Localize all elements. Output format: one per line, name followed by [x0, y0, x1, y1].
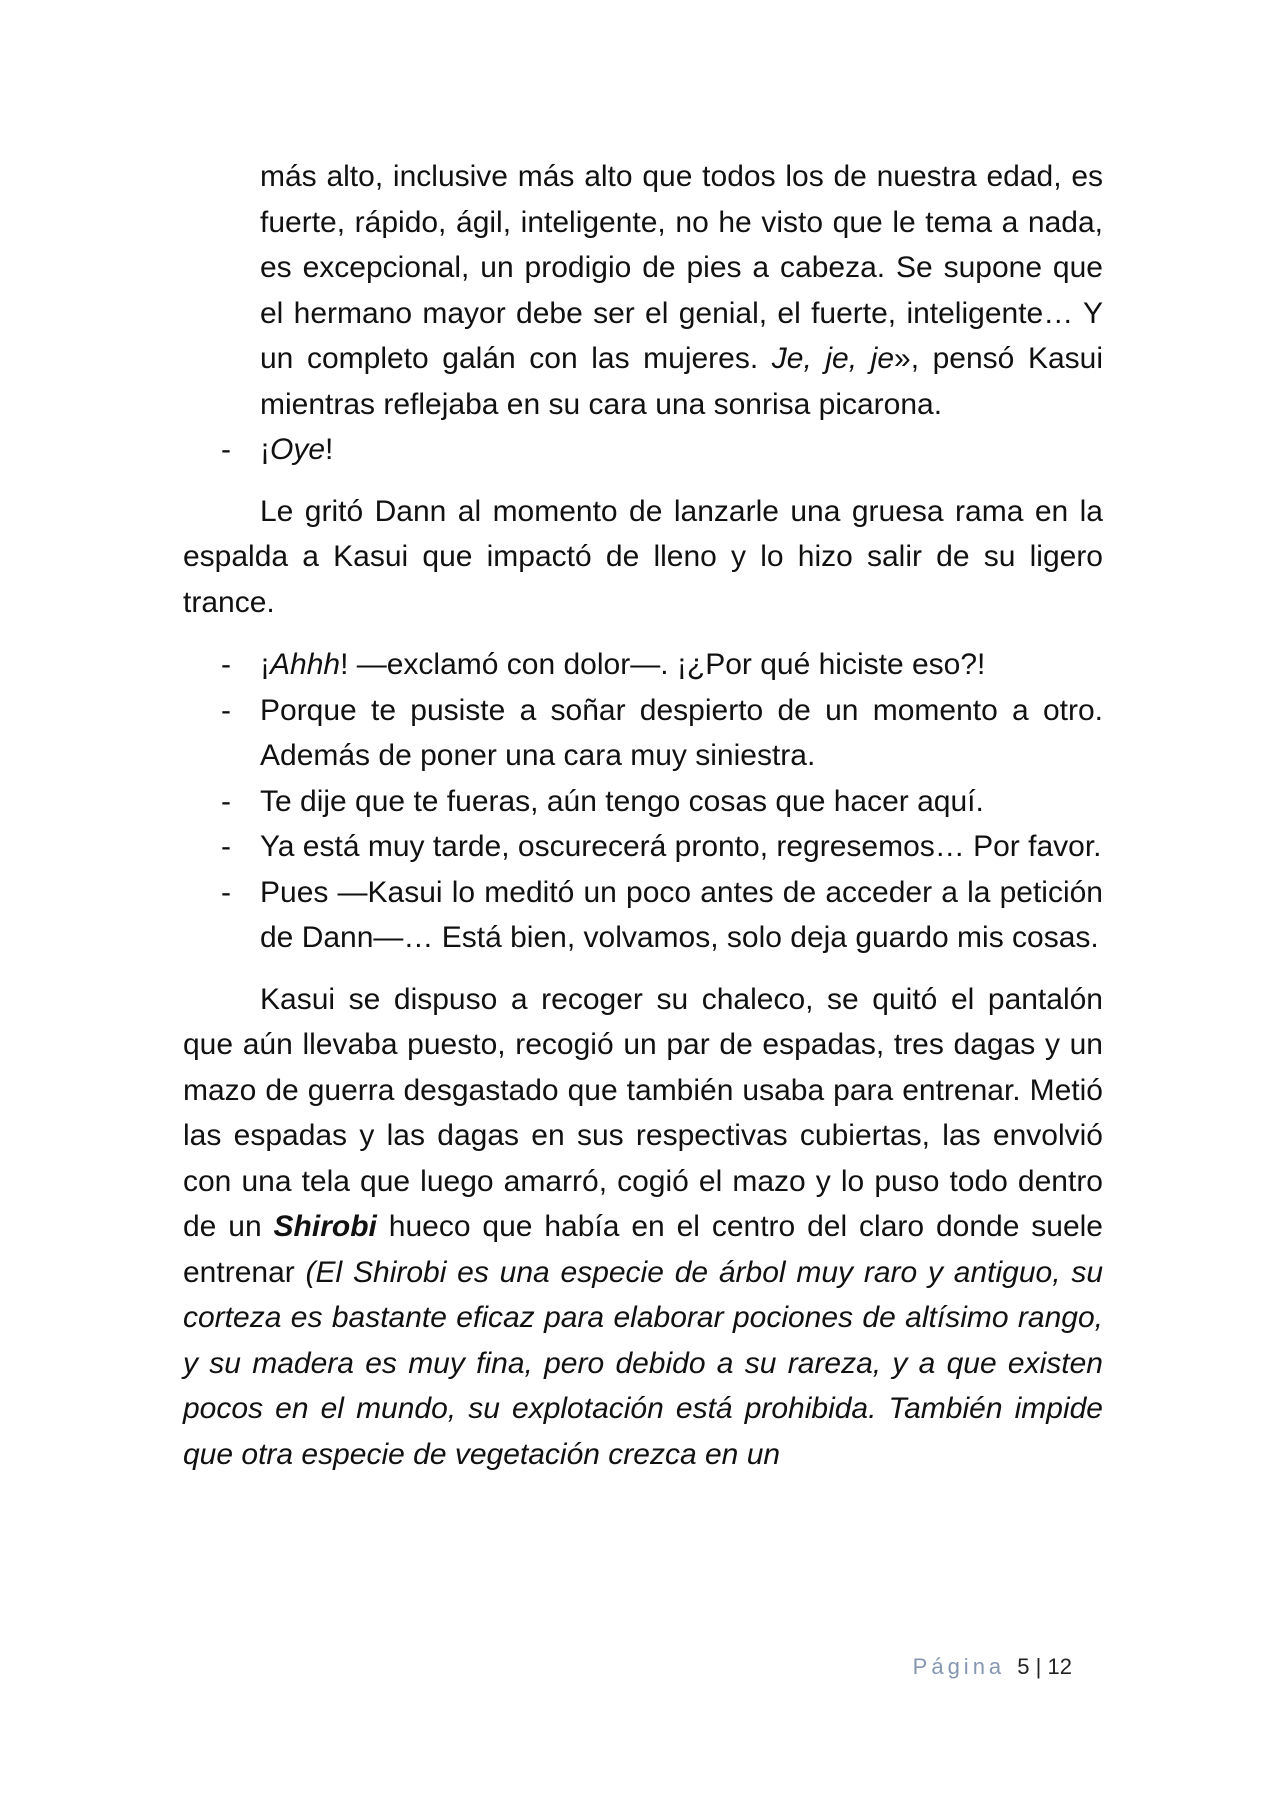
shirobi-aside: (El Shirobi es una especie de árbol muy raro y antiguo, su corteza es bastante eficaz para elaborar pociones de altísimo rango, y su madera es muy fina, pero debido a su rareza, y a que existen pocos en el mundo, su explotación está prohibida. También impide que otra especie de vegetación crezca en un [183, 1255, 1104, 1471]
dialogue-dash: - [221, 784, 231, 818]
continued-thought-italic: Je, je, je [771, 342, 895, 375]
dialogue-list [183, 642, 1103, 961]
dialogue-item [183, 688, 1103, 779]
paragraph-text: hueco que había en el centro del claro donde suele entrenar [183, 1210, 1103, 1289]
page-separator: | [1035, 1654, 1042, 1679]
dialogue-dash: - [221, 830, 231, 863]
dialogue-dash: - [221, 433, 231, 466]
continued-thought-text: más alto, inclusive más alto que todos los de nuestra edad, es fuerte, rápido, ágil, inteligente, no he visto que le tema a nada, es excepcional, un prodigio de pies a cabeza. Se supone que el hermano mayor debe ser el genial, el fuerte, inteligente… Y un completo galán con las mujeres. [260, 160, 1103, 375]
dialogue-text: Te dije que te fueras, aún tengo cosas que hacer aquí. [260, 784, 984, 818]
page-label: Página [912, 1654, 1006, 1679]
dialogue-line-oye [183, 427, 1103, 473]
dialogue-item [183, 870, 1103, 961]
shirobi-term: Shirobi [273, 1210, 377, 1243]
page-footer [0, 1652, 1072, 1682]
dialogue-open-mark: ¡ [260, 648, 270, 681]
narration-paragraph-shirobi [183, 977, 1103, 1478]
narration-paragraph: Le gritó Dann al momento de lanzarle una gruesa rama en la espalda a Kasui que impactó de lleno y lo hizo salir de su ligero trance. [183, 494, 1103, 619]
page-body [183, 154, 1103, 1477]
dialogue-italic: Oye [270, 433, 326, 466]
dialogue-text: ! —exclamó con dolor—. ¡¿Por qué hiciste eso?! [340, 648, 986, 681]
page-total: 12 [1047, 1654, 1072, 1679]
dialogue-dash: - [221, 648, 231, 681]
dialogue-item [183, 642, 1103, 688]
page-current: 5 [1017, 1654, 1030, 1679]
dialogue-item [183, 824, 1103, 870]
dialogue-text: Pues —Kasui lo meditó un poco antes de acceder a la petición de Dann—… Está bien, volvamos, solo deja guardo mis cosas. [260, 875, 1103, 954]
dialogue-dash: - [221, 693, 231, 727]
dialogue-dash: - [221, 875, 231, 909]
dialogue-italic: Ahhh [270, 648, 341, 681]
continued-thought [260, 154, 1103, 427]
dialogue-close-mark: ! [325, 433, 334, 466]
dialogue-item [183, 779, 1103, 825]
paragraph-text: Kasui se dispuso a recoger su chaleco, se quitó el pantalón que aún llevaba puesto, recogió un par de espadas, tres dagas y un mazo de guerra desgastado que también usaba para entrenar. Metió las espadas y las dagas en sus respectivas cubiertas, las envolvió con una tela que luego amarró, cogió el mazo y lo puso todo dentro de un [183, 982, 1103, 1243]
dialogue-text: Porque te pusiste a soñar despierto de un momento a otro. Además de poner una cara muy siniestra. [260, 693, 1103, 772]
dialogue-open-mark: ¡ [260, 433, 270, 466]
continued-thought-end: », pensó Kasui mientras reflejaba en su cara una sonrisa picarona. [260, 342, 1103, 421]
dialogue-text: Ya está muy tarde, oscurecerá pronto, regresemos… Por favor. [260, 830, 1102, 863]
